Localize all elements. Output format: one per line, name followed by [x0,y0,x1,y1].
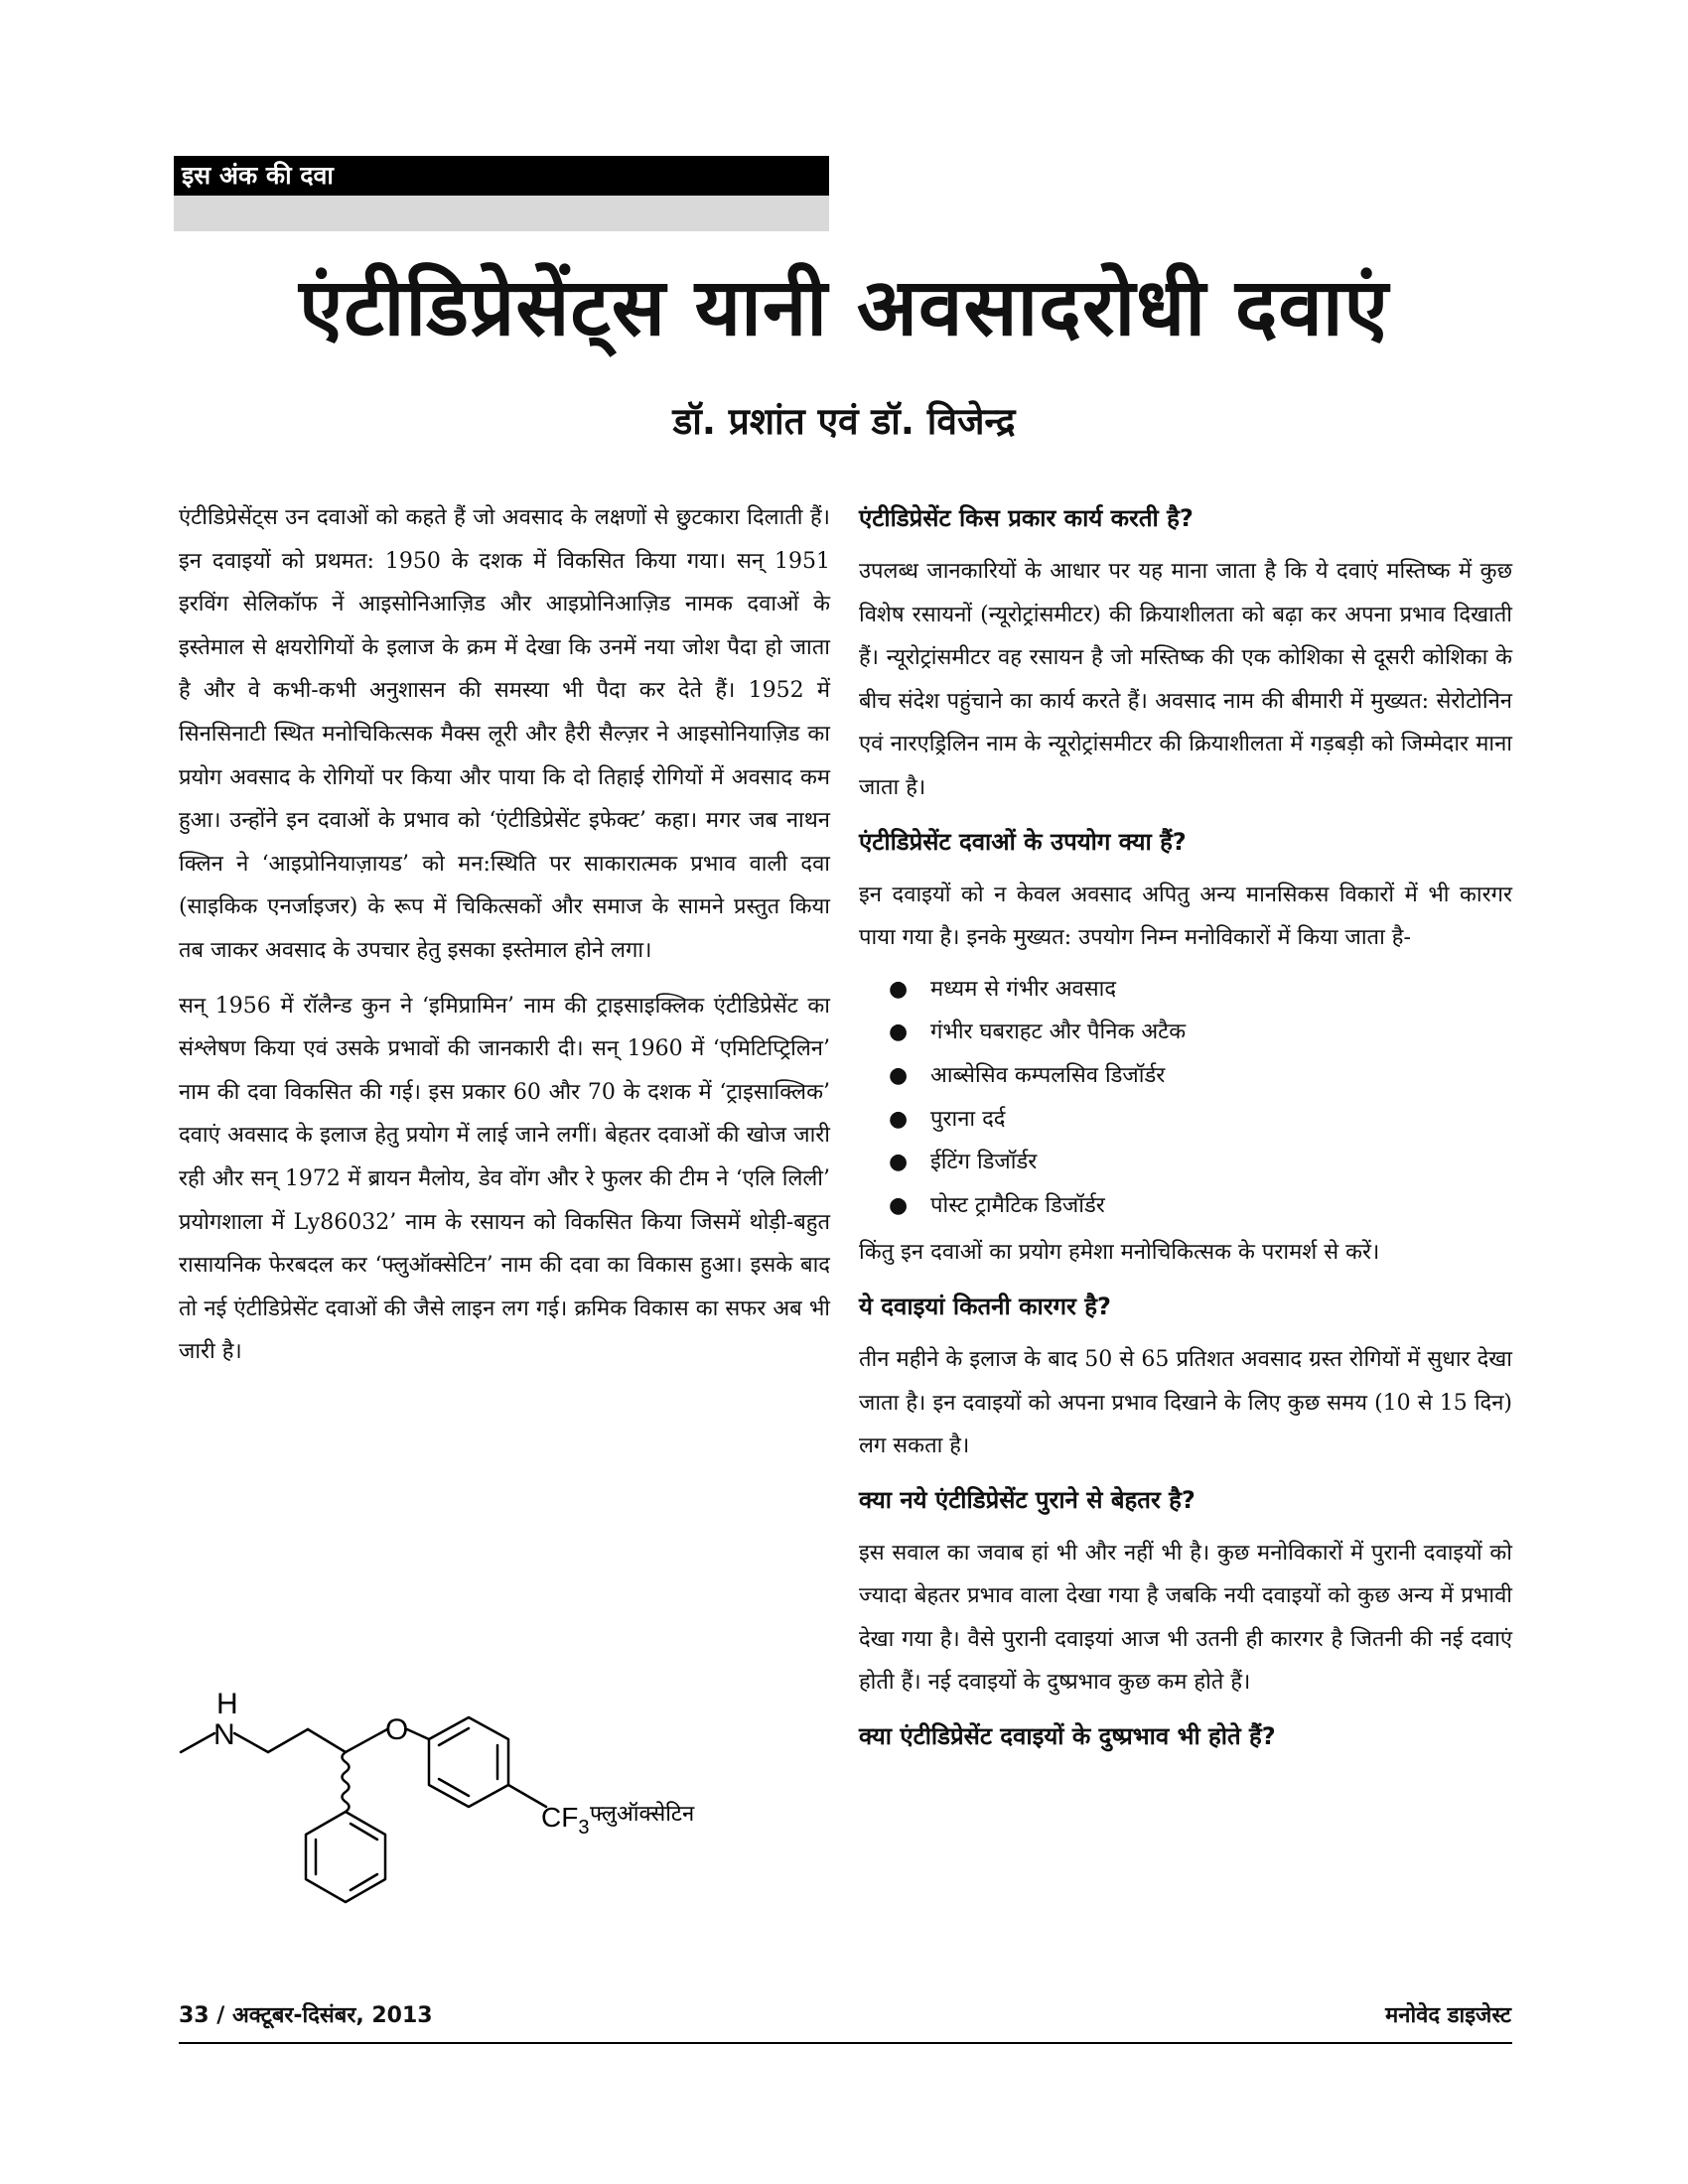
bond-n-c1 [234,1733,268,1752]
list-item-text: मध्यम से गंभीर अवसाद [930,976,1117,1002]
list-item-text: ईटिंग डिजॉर्डर [930,1150,1038,1175]
nitrogen-label: N [213,1718,235,1751]
bullet-icon: ● [889,1062,909,1088]
phenyl-ring [306,1812,385,1902]
oxygen-label: O [385,1713,409,1746]
article-title: एंटीडिप्रेसेंट्स यानी अवसादरोधी दवाएं [299,261,1389,353]
paragraph-effectiveness: तीन महीने के इलाज के बाद 50 से 65 प्रतिशत अवसाद ग्रस्त रोगियों में सुधार देखा जाता है। इन दवाइयों को अपना प्रभाव दिखाने के लिए कुछ समय (10 से 15 दिन) लग सकता है। [859,1346,1512,1459]
list-item [889,1011,1512,1054]
heading-side-effects: क्या एंटीडिप्रेसेंट दवाइयों के दुष्प्रभाव भी होते हैं? [859,1722,1276,1751]
bond-methyl-n [181,1733,214,1752]
footer-divider [179,2042,1512,2044]
list-item [889,1054,1512,1098]
page-number-date: 33 / अक्टूबर-दिसंबर, 2013 [179,2003,433,2028]
heading-how-it-works: एंटीडिप्रेसेंट किस प्रकार कार्य करती है? [859,504,1194,532]
list-item [889,968,1512,1012]
molecule-name: फ्लुऑक्सेटिन [590,1802,695,1827]
wavy-bond [343,1752,350,1812]
cf-label: CF [541,1802,579,1833]
list-item-text: आब्सेसिव कम्पलसिव डिजॉर्डर [930,1062,1166,1088]
fluoxetine-structure-diagram [169,1678,804,1966]
heading-effectiveness: ये दवाइयां कितनी कारगर है? [859,1292,1111,1320]
bond-c2-c3 [308,1729,346,1752]
cf3-subscript: 3 [578,1817,590,1839]
list-item-text: गंभीर घबराहट और पैनिक अटैक [930,1020,1187,1045]
bond-o-aryl [407,1729,429,1739]
heading-new-vs-old: क्या नये एंटीडिप्रेसेंट पुराने से बेहतर है? [859,1485,1196,1514]
bullet-icon: ● [889,1020,909,1045]
uses-list [859,968,1512,1228]
hydrogen-label: H [216,1688,238,1720]
phenyl-inner-2 [351,1824,377,1840]
list-item [889,1141,1512,1184]
bond-c1-c2 [268,1729,308,1752]
section-label: इस अंक की दवा [174,156,829,196]
paragraph-uses: इन दवाइयों को न केवल अवसाद अपितु अन्य मानसिकस विकारों में भी कारगर पाया गया है। इनके मुख्यत: उपयोग निम्न मनोविकारों में किया जाता है- [859,882,1512,951]
left-paragraph-2: सन् 1956 में रॉलैन्ड कुन ने ‘इमिप्रामिन’ नाम की ट्राइसाइक्लिक एंटीडिप्रेसेंट का संश्लेषण किया एवं उसके प्रभावों की जानकारी दी। सन् 1960 में ‘एमिटिप्ट्रिलिन’ नाम की दवा विकसित की गई। इस प्रकार 60 और 70 के दशक में ‘ट्राइसाक्लिक’ दवाएं अवसाद के इलाज हेतु प्रयोग में लाई जाने लगीं। बेहतर दवाओं की खोज जारी रही और सन् 1972 में ब्रायन मैलोय, डेव वोंग और रे फुलर की टीम ने ‘एलि लिली’ प्रयोगशाला में Ly86032’ नाम के रसायन को विकसित किया जिसमें थोड़ी-बहुत रासायनिक फेरबदल कर ‘फ्लुऑक्सेटिन’ नाम की दवा का विकास हुआ। इसके बाद तो नई एंटीडिप्रेसेंट दवाओं की जैसे लाइन लग गई। क्रमिक विकास का सफर अब भी जारी है। [179,993,830,1365]
list-item-text: पुराना दर्द [930,1106,1006,1132]
list-item-text: पोस्ट ट्रामैटिक डिजॉर्डर [930,1192,1105,1218]
paragraph-caution: किंतु इन दवाओं का प्रयोग हमेशा मनोचिकित्सक के परामर्श से करें। [859,1240,1380,1266]
list-item [889,1184,1512,1228]
bullet-icon: ● [889,1192,909,1218]
phenyl-inner-3 [351,1874,377,1890]
left-paragraph-1: एंटीडिप्रेसेंट्स उन दवाओं को कहते हैं जो अवसाद के लक्षणों से छुटकारा दिलाती हैं। इन दवाइयों को प्रथमत: 1950 के दशक में विकसित किया गया। सन् 1951 इरविंग सेलिकॉफ नें आइसोनिआज़िड और आइप्रोनिआज़िड नामक दवाओं के इस्तेमाल से क्षयरोगियों के इलाज के क्रम में देखा कि उनमें नया जोश पैदा हो जाता है और वे कभी-कभी अनुशासन की समस्या भी पैदा कर देते हैं। 1952 में सिनसिनाटी स्थित मनोचिकित्सक मैक्स लूरी और हैरी सैल्ज़र ने आइसोनियाज़िड का प्रयोग अवसाद के रोगियों पर किया और पाया कि दो तिहाई रोगियों में अवसाद कम हुआ। उन्होंने इन दवाओं के प्रभाव को ‘एंटीडिप्रेसेंट इफेक्ट’ कहा। मगर जब नाथन क्लिन ने ‘आइप्रोनियाज़ायड’ को मन:स्थिति पर साकारात्मक प्रभाव वाली दवा (साइकिक एनर्जाइजर) के रूप में चिकित्सकों और समाज के सामने प्रस्तुत किया तब जाकर अवसाद के उपचार हेतु इसका इस्तेमाल होने लगा। [179,505,830,963]
section-header [174,156,829,235]
bullet-icon: ● [889,976,909,1002]
paragraph-how-it-works: उपलब्ध जानकारियों के आधार पर यह माना जाता है कि ये दवाएं मस्तिष्क में कुछ विशेष रसायनों (न्यूरोट्रांसमीटर) की क्रियाशीलता को बढ़ा कर अपना प्रभाव दिखाती हैं। न्यूरोट्रांसमीटर वह रसायन है जो मस्तिष्क की एक कोशिका से दूसरी कोशिका के बीच संदेश पहुंचाने का कार्य करते हैं। अवसाद नाम की बीमारी में मुख्यत: सेरोटोनिन एवं नारएड्रिलिन नाम के न्यूरोट्रांसमीटर की क्रियाशीलता में गड़बड़ी को जिम्मेदार माना जाता है। [859,559,1512,800]
bullet-icon: ● [889,1150,909,1175]
right-column [859,498,1512,1768]
paragraph-new-vs-old: इस सवाल का जवाब हां भी और नहीं भी है। कुछ मनोविकारों में पुरानी दवाइयों को ज्यादा बेहतर प्रभाव वाला देखा गया है जबकि नयी दवाइयों को कुछ अन्य में प्रभावी देखा गया है। वैसे पुरानी दवाइयां आज भी उतनी ही कारगर है जितनी की नई दवाएं होती हैं। नई दवाइयों के दुष्प्रभाव कुछ कम होते हैं। [859,1540,1512,1696]
article-authors: डॉ. प्रशांत एवं डॉ. विजेन्द्र [672,400,1016,443]
list-item [889,1098,1512,1142]
bond-c3-o [346,1729,387,1752]
heading-uses: एंटीडिप्रेसेंट दवाओं के उपयोग क्या हैं? [859,827,1187,856]
section-header-underbar [174,196,829,231]
publication-name: मनोवेद डाइजेस्ट [1385,2003,1511,2028]
left-column [179,496,830,1386]
bullet-icon: ● [889,1106,909,1132]
cf3-label [541,1802,589,1839]
